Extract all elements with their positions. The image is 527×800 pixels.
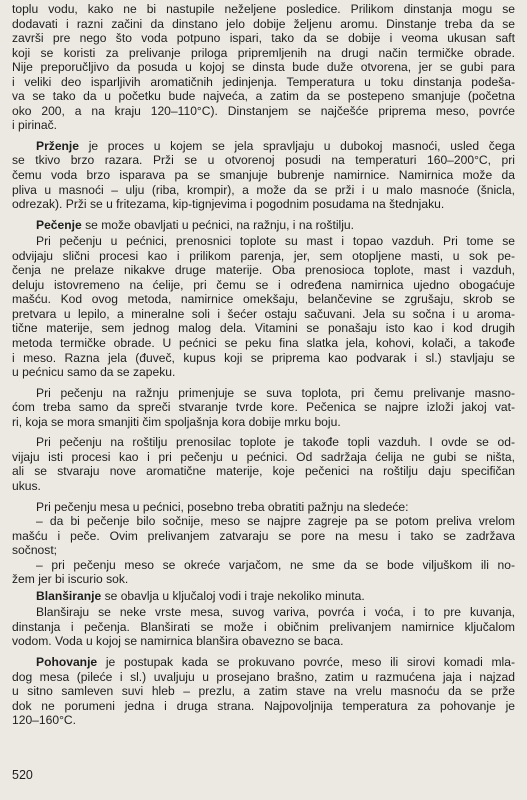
text-line — [12, 464, 515, 479]
line-text: Nije preporučljivo da posuda u kojoj se dinsta bude duže otvorena, jer se gubi para — [12, 60, 515, 75]
text-line — [12, 529, 515, 544]
para-przenje — [12, 139, 515, 212]
text-line — [12, 684, 515, 699]
text-line — [12, 46, 515, 61]
text-line — [12, 589, 515, 604]
text-line — [12, 655, 515, 670]
line-text: 120–160°C. — [12, 713, 77, 728]
line-text: čenja ne prelaze nikakve druge materije. Oba prenosioca toplote, mast i vazduh, — [12, 263, 515, 278]
text-line — [12, 435, 515, 450]
line-text: deluju istovremeno na ćelije, pri čemu se i određena namirnica ujedno obogaćuje — [12, 277, 515, 292]
text-line — [12, 278, 515, 293]
text-line — [12, 543, 515, 558]
line-text: oko 200, a na kraju 120–110°C). Dinstanjem se najčešće priprema meso, povrće — [12, 103, 515, 118]
line-text: žem jer bi iscurio sok. — [12, 572, 129, 587]
line-text: odrezak). Prži se u fritezama, kip-tignjevima i pogodnim posudama na štednjaku. — [12, 197, 445, 212]
line-text: se tkivo brzo razara. Prži se u otvorenoj posudi na temperaturi 160–200°C, pri — [12, 153, 515, 168]
line-text: dok ne porumeni jedna i druga strana. Najpovoljnija temperatura za pohovanje je — [12, 698, 515, 713]
line-text: mašću i peče. Ovim prelivanjem zatvaraju se pore na mesu i tako se zadržava — [12, 528, 515, 543]
text-line — [12, 307, 515, 322]
text-line — [12, 153, 515, 168]
line-text: koji se koristi za prelivanje priloga pripremljenih na drugi način termičke obrade. — [12, 45, 515, 60]
line-text: toplu vodu, kako ne bi nastupile neželjene posledice. Prilikom dinstanja mogu se — [12, 2, 515, 16]
line-text: Pri pečenju na roštilju prenosilac toplote je takođe topli vazduh. I ovde se od- — [36, 435, 515, 450]
text-line — [12, 2, 515, 17]
text-line — [12, 620, 515, 635]
line-text: ri, koja se mora smanjiti čim spoljašnja kora dobije mrku boju. — [12, 414, 341, 429]
line-text: čemu voda brzo isparava pa se smanjuje bubrenje namirnice. Namirnica može da — [12, 168, 515, 183]
line-text: Pri pečenju na ražnju primenjuje se suva toplota, pri čemu prelivanje masno- — [36, 385, 515, 400]
line-text: metoda termičke obrade. U pećnici se peku fina slatka jela, kohovi, kolači, a takođe — [12, 336, 515, 351]
page-number: 520 — [12, 768, 33, 782]
section-term: Pečenje — [36, 217, 82, 232]
text-line — [12, 118, 515, 133]
text-line — [12, 321, 515, 336]
para-pecenje-intro — [12, 218, 515, 233]
para-raznju — [12, 386, 515, 430]
line-text: Pri pečenju u pećnici, prenosnici toplote su mast i topao vazduh. Pri tome se — [36, 234, 515, 249]
para-dinstanje-continued — [12, 2, 515, 133]
para-blansiranje — [12, 605, 515, 649]
text-line — [12, 263, 515, 278]
text-line — [12, 572, 515, 587]
text-line — [12, 17, 515, 32]
text-line — [12, 479, 515, 494]
text-line — [12, 168, 515, 183]
line-text: dog mesa (pileće i sl.) uvaljuju u prosejano brašno, zatim u razmućena jaja i najzad — [12, 669, 515, 684]
line-text: pliva u masnoći – ulju (riba, krompir), a može da se prži i u malo masnoće (šnicla, — [12, 182, 515, 197]
line-text: tične materije, sem jednog malog dela. Vitamini se ponašaju isto kao i kod drugih — [12, 321, 515, 336]
text-line — [12, 514, 515, 529]
section-term: Blanširanje — [36, 588, 102, 603]
page-text — [12, 2, 515, 728]
text-line — [12, 336, 515, 351]
text-line — [12, 450, 515, 465]
para-pecenje-pecnica — [12, 234, 515, 379]
line-text: dinstanja i pečenja. Blanširati se može i običnim prelivanjem namirnice ključalom — [12, 619, 515, 634]
text-line — [12, 89, 515, 104]
text-line — [12, 234, 515, 249]
line-text: va se tako da u početku bude najveća, a zatim da se postepeno smanjuje (početna — [12, 89, 515, 104]
text-line — [12, 670, 515, 685]
text-line — [12, 351, 515, 366]
line-text: Pri pečenju mesa u pećnici, posebno treba obratiti pažnju na sledeće: — [36, 499, 409, 514]
text-line — [12, 183, 515, 198]
text-line — [12, 400, 515, 415]
line-text: vodom. Voda u kojoj se namirnica blanšira obavezno se baca. — [12, 634, 344, 649]
text-line — [12, 500, 515, 515]
line-text: pretvara u lepilo, a mineralne soli i šećer ostaju sačuvani. Jela su sočna i u aroma- — [12, 306, 515, 321]
para-pohovanje — [12, 655, 515, 728]
text-line — [12, 139, 515, 154]
line-text: i meso. Razna jela (đuveč, kupus koji se priprema kao podvarak i sl.) stavljaju se — [12, 350, 515, 365]
line-text: Blanširaju se neke vrste mesa, suvog variva, povrća i voća, i to pre kuvanja, — [36, 605, 515, 620]
text-line — [12, 104, 515, 119]
text-line — [12, 218, 515, 233]
para-pecenje-mesa — [12, 500, 515, 587]
text-line — [12, 605, 515, 620]
line-text: – pri pečenju meso se okreće varjačom, ne sme da se bode viljuškom ili no- — [36, 557, 515, 572]
line-text: se može obavljati u pećnici, na ražnju, i na roštilju. — [81, 217, 354, 232]
text-line — [12, 713, 515, 728]
text-line — [12, 292, 515, 307]
line-text: se obavlja u ključaloj vodi i traje nekoliko minuta. — [101, 588, 365, 603]
line-text: u sitno samleven suvi hleb – prezlu, a zatim stave na vrelu masnoću da se prže — [12, 684, 515, 699]
line-text: je proces u kojem se jela spravljaju u dubokoj masnoći, usled čega — [79, 138, 515, 153]
line-text: odvijaju slični procesi kao i prilikom parenja, jer, sem otopljene masti, u sok pe- — [12, 248, 515, 263]
line-text: ali se stvaraju nove aromatične materije, koje pečenici na roštilju daju specifičan — [12, 464, 515, 479]
line-text: i veliki deo isparljivih aromatičnih jedinjenja. Temperatura u toku dinstanja podeša- — [12, 74, 515, 89]
text-line — [12, 197, 515, 212]
section-term: Pohovanje — [36, 654, 98, 669]
line-text: ukus. — [12, 478, 41, 493]
para-rostilju — [12, 435, 515, 493]
line-text: u pećnicu samo da se zapeku. — [12, 365, 176, 380]
line-text: i pirinač. — [12, 118, 58, 133]
text-line — [12, 386, 515, 401]
section-term: Prženje — [36, 138, 80, 153]
text-line — [12, 60, 515, 75]
line-text: vijaju isti procesi kao i pri pečenju u pećnici. Od sadržaja ćelija ne gubi se ništa, — [12, 449, 515, 464]
line-text: je postupak kada se prokuvano povrće, meso ili sirovi komadi mla- — [97, 654, 515, 669]
text-line — [12, 634, 515, 649]
line-text: – da bi pečenje bilo sočnije, meso se najpre zagreje pa se potom preliva vrelom — [36, 514, 515, 529]
text-line — [12, 415, 515, 430]
text-line — [12, 75, 515, 90]
text-line — [12, 699, 515, 714]
text-line — [12, 558, 515, 573]
line-text: završi pre nego što voda potpuno ispari, tako da se dobije i veoma ukusan saft — [12, 31, 515, 46]
line-text: dodavati i razni začini da dinstano jelo dobije željenu aromu. Dinstanje treba da se — [12, 16, 515, 31]
line-text: ćom treba samo da spreči stvaranje tvrde kore. Pečenica se najpre izloži jakoj vat- — [12, 400, 515, 415]
line-text: sočnost; — [12, 543, 58, 558]
text-line — [12, 249, 515, 264]
para-blansiranje-intro — [12, 589, 515, 604]
line-text: mašću. Kod ovog metoda, namirnice omekšaju, belančevine se zgrušaju, skrob se — [12, 292, 515, 307]
text-line — [12, 31, 515, 46]
text-line — [12, 365, 515, 380]
